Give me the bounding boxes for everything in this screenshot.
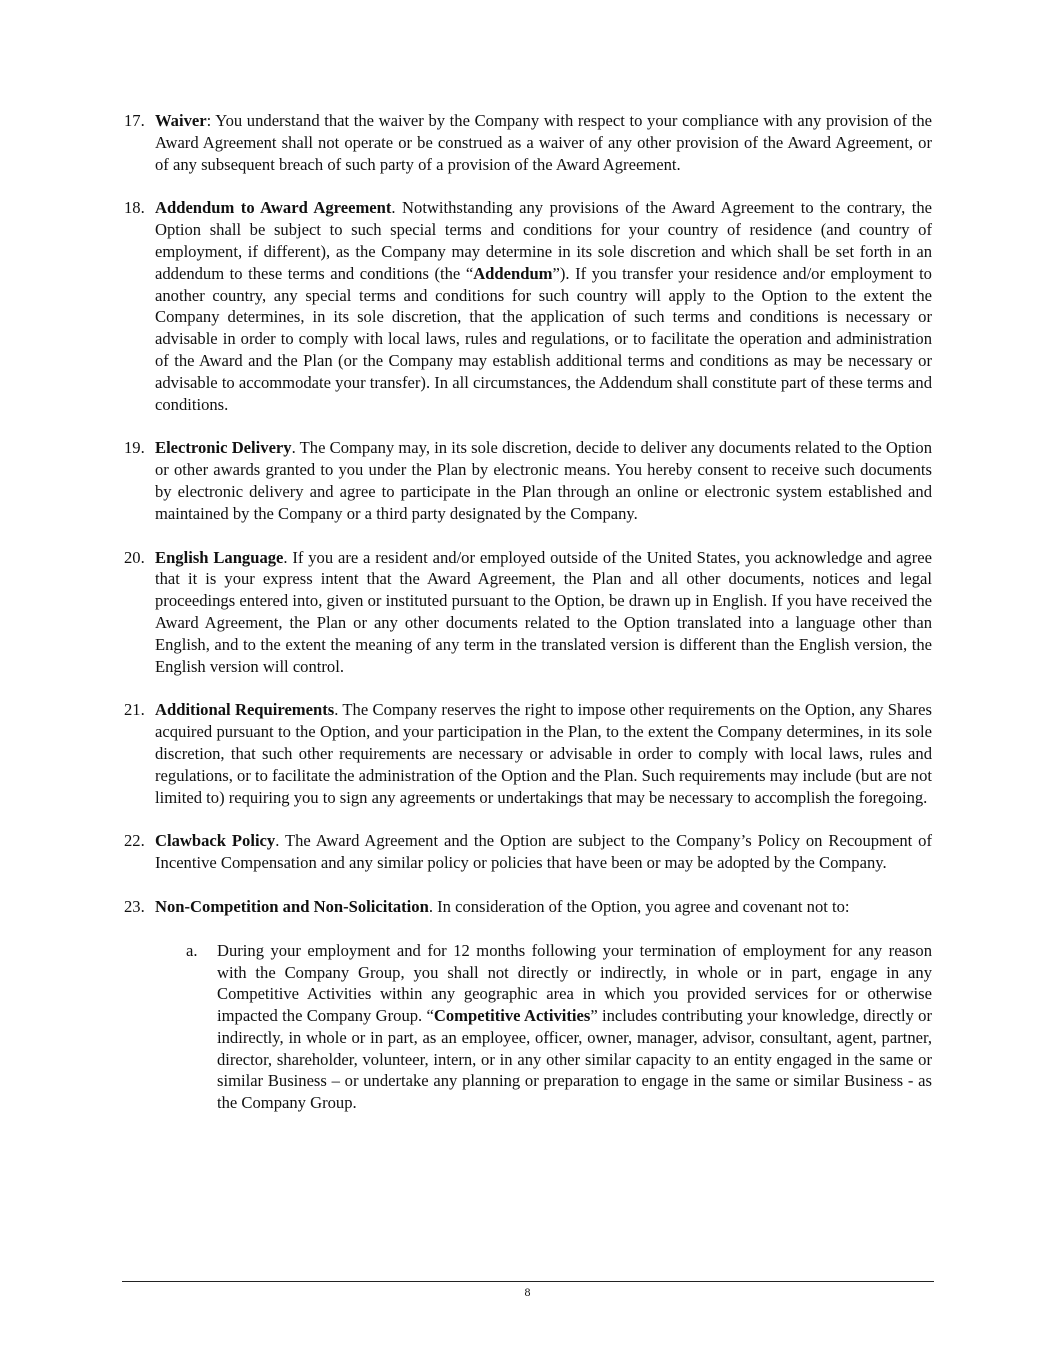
section-heading: Non-Competition and Non-Solicitation	[155, 896, 429, 916]
section-number: 22.	[124, 831, 145, 851]
section-number: 20.	[124, 547, 145, 567]
section-21	[124, 699, 932, 808]
section-19	[124, 437, 932, 524]
section-text: English Language. If you are a resident and/or employed outside of the United States, you acknowledge and agree that it is your express intent that the Award Agreement, the Plan and all other documents, notices and legal proceedings entered into, given or instituted pursuant to the Option, be drawn up in English. If you have received the Award Agreement, the Plan or any other documents related to the Option translated into a language other than English, and to the extent the meaning of any term in the translated version is different than the English version, the English version will control.	[155, 547, 932, 676]
section-text: Non-Competition and Non-Solicitation. In consideration of the Option, you agree and covenant not to:	[155, 896, 850, 916]
section-text: Clawback Policy. The Award Agreement and the Option are subject to the Company’s Policy on Recoupment of Incentive Compensation and any similar policy or policies that have been or may be adopted by the Company.	[155, 831, 932, 873]
defined-term: Competitive Activities	[433, 1006, 591, 1026]
page-number: 8	[524, 1285, 531, 1299]
section-text: Electronic Delivery. The Company may, in its sole discretion, decide to deliver any documents related to the Option or other awards granted to you under the Plan by electronic means. You hereby consent to receive such documents by electronic delivery and agree to participate in the Plan through an online or electronic system established and maintained by the Company or a third party designated by the Company.	[155, 438, 932, 523]
section-text: Additional Requirements. The Company reserves the right to impose other requirements on the Option, any Shares acquired pursuant to the Option, and your participation in the Plan, to the extent the Company determines, in its sole discretion, that such other requirements are necessary or advisable in order to comply with local laws, rules and regulations, or to facilitate the administration of the Option and the Plan. Such requirements may include (but are not limited to) requiring you to sign any agreements or undertakings that may be necessary to accomplish the foregoing.	[155, 700, 933, 807]
section-heading: Electronic Delivery	[155, 438, 292, 458]
section-text: Addendum to Award Agreement. Notwithstanding any provisions of the Award Agreement to the contrary, the Option shall be subject to such special terms and conditions for your country of residence (and country of employment, if different), as the Company may determine in its sole discretion and which shall be set forth in an addendum to these terms and conditions (the “Addendum”). If you transfer your residence and/or employment to another country, any special terms and conditions for such country will apply to the Option to the extent the Company determines, in its sole discretion, that the application of such terms and conditions is necessary or advisable in order to comply with local laws, rules and regulations, or to facilitate the operation and administration of the Award and the Plan (or the Company may establish additional terms and conditions as may be necessary or advisable to accommodate your transfer). In all circumstances, the Addendum shall constitute part of these terms and conditions.	[155, 198, 932, 414]
section-text: Waiver: You understand that the waiver by the Company with respect to your compliance with any provision of the Award Agreement shall not operate or be construed as a waiver of any other provision of the Award Agreement, or of any subsequent breach of such party of a provision of the Award Agreement.	[155, 111, 932, 174]
section-number: 21.	[124, 700, 145, 720]
section-number: 18.	[124, 198, 145, 218]
document-body	[124, 110, 932, 1114]
section-heading: Additional Requirements	[155, 700, 335, 720]
subsection-a	[186, 940, 932, 1114]
section-22	[124, 830, 932, 874]
defined-term: Addendum	[473, 263, 553, 283]
section-heading: Clawback Policy	[155, 831, 276, 851]
subsection-text: During your employment and for 12 months following your termination of employment for any reason with the Company Group, you shall not directly or indirectly, in whole or in part, engage in any Competitive Activities within any geographic area in which you provided services for or otherwise impacted the Company Group. “Competitive Activities” includes contributing your knowledge, directly or indirectly, in whole or in part, as an employee, officer, owner, manager, advisor, consultant, agent, partner, director, shareholder, volunteer, intern, or in any other similar capacity to an entity engaged in the same or similar Business – or undertake any planning or preparation to engage in the same or similar Business - as the Company Group.	[217, 940, 933, 1113]
section-heading: English Language	[155, 547, 284, 567]
section-18	[124, 197, 932, 415]
section-heading: Addendum to Award Agreement	[155, 198, 392, 218]
section-number: 23.	[124, 896, 145, 916]
section-number: 17.	[124, 111, 145, 130]
section-heading: Waiver	[155, 111, 207, 130]
subsection-letter: a.	[186, 940, 198, 960]
section-number: 19.	[124, 438, 145, 458]
section-23	[124, 896, 932, 918]
section-20	[124, 547, 932, 678]
section-17	[124, 110, 932, 175]
footer-divider	[122, 1281, 934, 1282]
